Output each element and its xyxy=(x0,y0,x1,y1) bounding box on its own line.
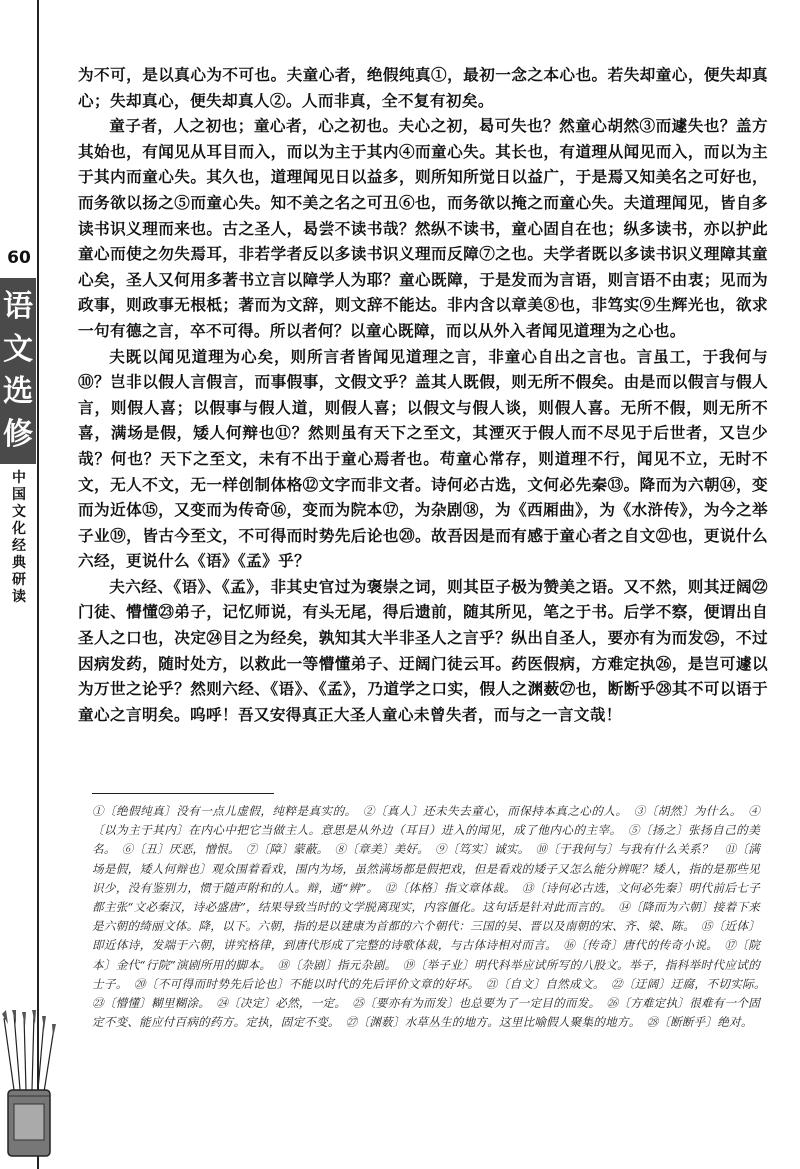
margin-rule xyxy=(37,0,39,1169)
book-title-char: 国 xyxy=(12,487,26,503)
series-char: 选 xyxy=(3,374,33,410)
book-title xyxy=(8,470,30,606)
series-char: 语 xyxy=(3,289,33,325)
book-title-char: 化 xyxy=(12,521,26,537)
book-title-char: 中 xyxy=(12,470,26,486)
page-number: 60 xyxy=(7,248,31,268)
book-title-char: 研 xyxy=(12,572,26,588)
series-tab xyxy=(0,278,36,464)
book-title-char: 典 xyxy=(12,555,26,571)
brush-holder-illustration xyxy=(0,1010,60,1160)
book-title-char: 读 xyxy=(12,589,26,605)
series-char: 文 xyxy=(3,331,33,367)
footnote-divider xyxy=(92,793,274,794)
paragraph: 夫六经、《语》、《孟》，非其史官过为褒崇之词，则其臣子极为赞美之语。又不然，则其迂阔㉒门徒、懵懂㉓弟子，记忆师说，有头无尾，得后遗前，随其所见，笔之于书。后学不察，便谓出自圣人之口也，决定㉔目之为经矣，孰知其大半非圣人之言乎？纵出自圣人，要亦有为而发㉕，不过因病发药，随时处方，以救此一等懵懂弟子、迂阔门徒云耳。药医假病，方难定执㉖，是岂可遽以为万世之论乎？然则六经、《语》、《孟》，乃道学之口实，假人之渊薮㉗也，断断乎㉘其不可以语于童心之言明矣。呜呼！吾又安得真正大圣人童心未曾失者，而与之一言文哉！ xyxy=(78,576,768,724)
series-char: 修 xyxy=(3,416,33,452)
footnotes xyxy=(92,802,772,1032)
main-text xyxy=(78,62,768,727)
paragraph: 童子者，人之初也；童心者，心之初也。夫心之初，曷可失也？然童心胡然③而遽失也？盖方其始也，有闻见从耳目而入，而以为主于其内④而童心失。其长也，有道理从闻见而入，而以为主于其内而童心失。其久也，道理闻见日以益多，则所知所觉日以益广，于是焉又知美名之可好也，而务欲以扬之⑤而童心失。知不美之名之可丑⑥也，而务欲以掩之而童心失。夫道理闻见，皆自多读书识义理而来也。古之圣人，曷尝不读书哉？然纵不读书，童心固自在也；纵多读书，亦以护此童心而使之勿失焉耳，非若学者反以多读书识义理而反障⑦之也。夫学者既以多读书识义理障其童心矣，圣人又何用多著书立言以障学人为耶？童心既障，于是发而为言语，则言语不由衷；见而为政事，则政事无根柢；著而为文辞，则文辞不能达。非内含以章美⑧也，非笃实⑨生辉光也，欲求一句有德之言，卒不可得。所以者何？以童心既障，而以从外入者闻见道理为之心也。 xyxy=(78,116,768,340)
paragraph: 夫既以闻见道理为心矣，则所言者皆闻见道理之言，非童心自出之言也。言虽工，于我何与⑩？岂非以假人言假言，而事假事，文假文乎？盖其人既假，则无所不假矣。由是而以假言与假人言，则假人喜；以假事与假人道，则假人喜；以假文与假人谈，则假人喜。无所不假，则无所不喜，满场是假，矮人何辩也⑪？然则虽有天下之至文，其湮灭于假人而不尽见于后世者，又岂少哉？何也？天下之至文，未有不出于童心焉者也。苟童心常存，则道理不行，闻见不立，无时不文，无人不文，无一样创制体格⑫文字而非文者。诗何必古选，文何必先秦⑬。降而为六朝⑭，变而为近体⑮，又变而为传奇⑯，变而为院本⑰，为杂剧⑱，为《西厢曲》，为《水浒传》，为今之举子业⑲，皆古今至文，不可得而时势先后论也⑳。故吾因是而有感于童心者之自文㉑也，更说什么六经，更说什么《语》《孟》乎？ xyxy=(78,346,768,571)
paragraph: 为不可，是以真心为不可也。夫童心者，绝假纯真①，最初一念之本心也。若失却童心，便失却真心；失却真心，便失却真人②。人而非真，全不复有初矣。 xyxy=(78,65,768,110)
book-title-char: 文 xyxy=(12,504,26,520)
footnotes-text: ①〔绝假纯真〕没有一点儿虚假，纯粹是真实的。 ②〔真人〕还未失去童心，而保持本真之心的人。 ③〔胡然〕为什么。 ④〔以为主于其内〕在内心中把它当做主人。意思是从外边（耳目）进入的闻见，成了他内心的主宰。 ⑤〔扬之〕张扬自己的美名。 ⑥〔丑〕厌恶，憎恨。 ⑦〔障〕蒙蔽。 ⑧〔章美〕美好。 ⑨〔笃实〕诚实。 ⑩〔于我何与〕与我有什么关系？ ⑪〔满场是假，矮人何辩也〕观众围着看戏，围内为场，虽然满场都是假把戏，但是看戏的矮子又怎么能分辨呢？矮人，指的是那些见识少，没有鉴别力，惯于随声附和的人。辩，通“辨”。 ⑫〔体格〕指文章体裁。 ⑬〔诗何必古选，文何必先秦〕明代前后七子都主张“文必秦汉，诗必盛唐”，结果导致当时的文学脱离现实，内容僵化。这句话是针对此而言的。 ⑭〔降而为六朝〕接着下来是六朝的绮丽文体。降，以下。六朝，指的是以建康为首都的六个朝代：三国的吴、晋以及南朝的宋、齐、梁、陈。 ⑮〔近体〕即近体诗，发端于六朝，讲究格律，到唐代形成了完整的诗歌体裁，与古体诗相对而言。 ⑯〔传奇〕唐代的传奇小说。 ⑰〔院本〕金代“行院”演剧所用的脚本。 ⑱〔杂剧〕指元杂剧。 ⑲〔举子业〕明代科举应试所写的八股文。举子，指科举时代应试的士子。 ⑳〔不可得而时势先后论也〕不能以时代的先后评价文章的好坏。 ㉑〔自文〕自然成文。 ㉒〔迂阔〕迂腐，不切实际。 ㉓〔懵懂〕糊里糊涂。 ㉔〔决定〕必然，一定。 ㉕〔要亦有为而发〕也总要为了一定目的而发。 ㉖〔方难定执〕很难有一个固定不变、能应付百病的药方。定执，固定不变。 ㉗〔渊薮〕水草丛生的地方。这里比喻假人聚集的地方。 ㉘〔断断乎〕绝对。 xyxy=(92,804,772,1030)
book-title-char: 经 xyxy=(12,538,26,554)
